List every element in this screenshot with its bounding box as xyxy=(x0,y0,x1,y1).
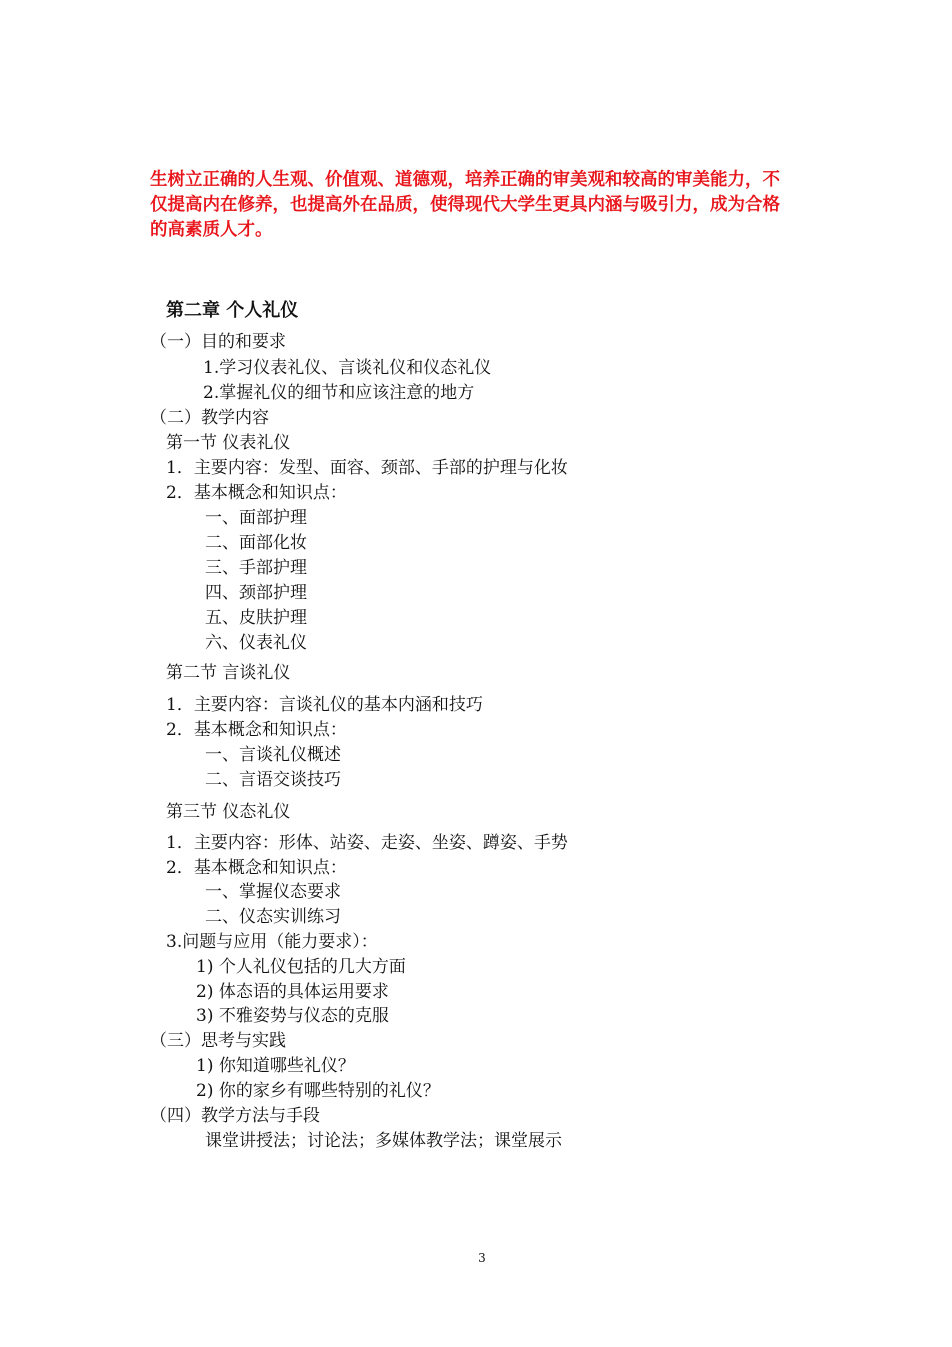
list-item: 1．主要内容：言谈礼仪的基本内涵和技巧 xyxy=(166,695,483,715)
list-item: 2．基本概念和知识点： xyxy=(166,483,347,503)
list-item: 2．基本概念和知识点： xyxy=(166,858,347,878)
subsection-heading: 第三节 仪态礼仪 xyxy=(166,802,291,822)
intro-line-3: 的高素质人才。 xyxy=(150,220,273,240)
list-item: 六、仪表礼仪 xyxy=(205,633,307,653)
section-heading: （三）思考与实践 xyxy=(150,1031,286,1051)
list-item: 三、手部护理 xyxy=(205,558,307,578)
section-heading: （二）教学内容 xyxy=(150,408,269,428)
list-item: 1.学习仪表礼仪、言谈礼仪和仪态礼仪 xyxy=(203,358,492,378)
list-item: 1．主要内容：发型、面容、颈部、手部的护理与化妆 xyxy=(166,458,568,478)
list-item: 二、仪态实训练习 xyxy=(205,907,341,927)
intro-line-1: 生树立正确的人生观、价值观、道德观，培养正确的审美观和较高的审美能力，不 xyxy=(150,170,780,190)
list-item: 1) 个人礼仪包括的几大方面 xyxy=(196,957,406,977)
intro-line-2: 仅提高内在修养，也提高外在品质，使得现代大学生更具内涵与吸引力，成为合格 xyxy=(150,195,780,215)
list-item: 五、皮肤护理 xyxy=(205,608,307,628)
list-item: 2) 体态语的具体运用要求 xyxy=(196,982,389,1002)
list-item: 一、掌握仪态要求 xyxy=(205,882,341,902)
list-item: 一、面部护理 xyxy=(205,508,307,528)
list-item: 二、面部化妆 xyxy=(205,533,307,553)
subsection-heading: 第一节 仪表礼仪 xyxy=(166,433,291,453)
list-item: 2．基本概念和知识点： xyxy=(166,720,347,740)
page-number: 3 xyxy=(478,1251,486,1265)
list-item: 四、颈部护理 xyxy=(205,583,307,603)
list-item: 课堂讲授法；讨论法；多媒体教学法；课堂展示 xyxy=(205,1131,562,1151)
list-item: 2.掌握礼仪的细节和应该注意的地方 xyxy=(203,383,475,403)
intro-paragraph xyxy=(150,168,850,243)
list-item: 2) 你的家乡有哪些特别的礼仪？ xyxy=(196,1081,440,1101)
list-item: 3) 不雅姿势与仪态的克服 xyxy=(196,1006,389,1026)
section-heading: （四）教学方法与手段 xyxy=(150,1106,320,1126)
section-heading: （一）目的和要求 xyxy=(150,332,286,352)
list-item: 二、言语交谈技巧 xyxy=(205,770,341,790)
list-item: 一、言谈礼仪概述 xyxy=(205,745,341,765)
subsection-heading: 第二节 言谈礼仪 xyxy=(166,663,291,683)
chapter-title: 第二章 个人礼仪 xyxy=(166,300,299,321)
list-item: 3.问题与应用（能力要求）： xyxy=(166,932,378,952)
list-item: 1．主要内容：形体、站姿、走姿、坐姿、蹲姿、手势 xyxy=(166,833,568,853)
list-item: 1) 你知道哪些礼仪？ xyxy=(196,1056,355,1076)
